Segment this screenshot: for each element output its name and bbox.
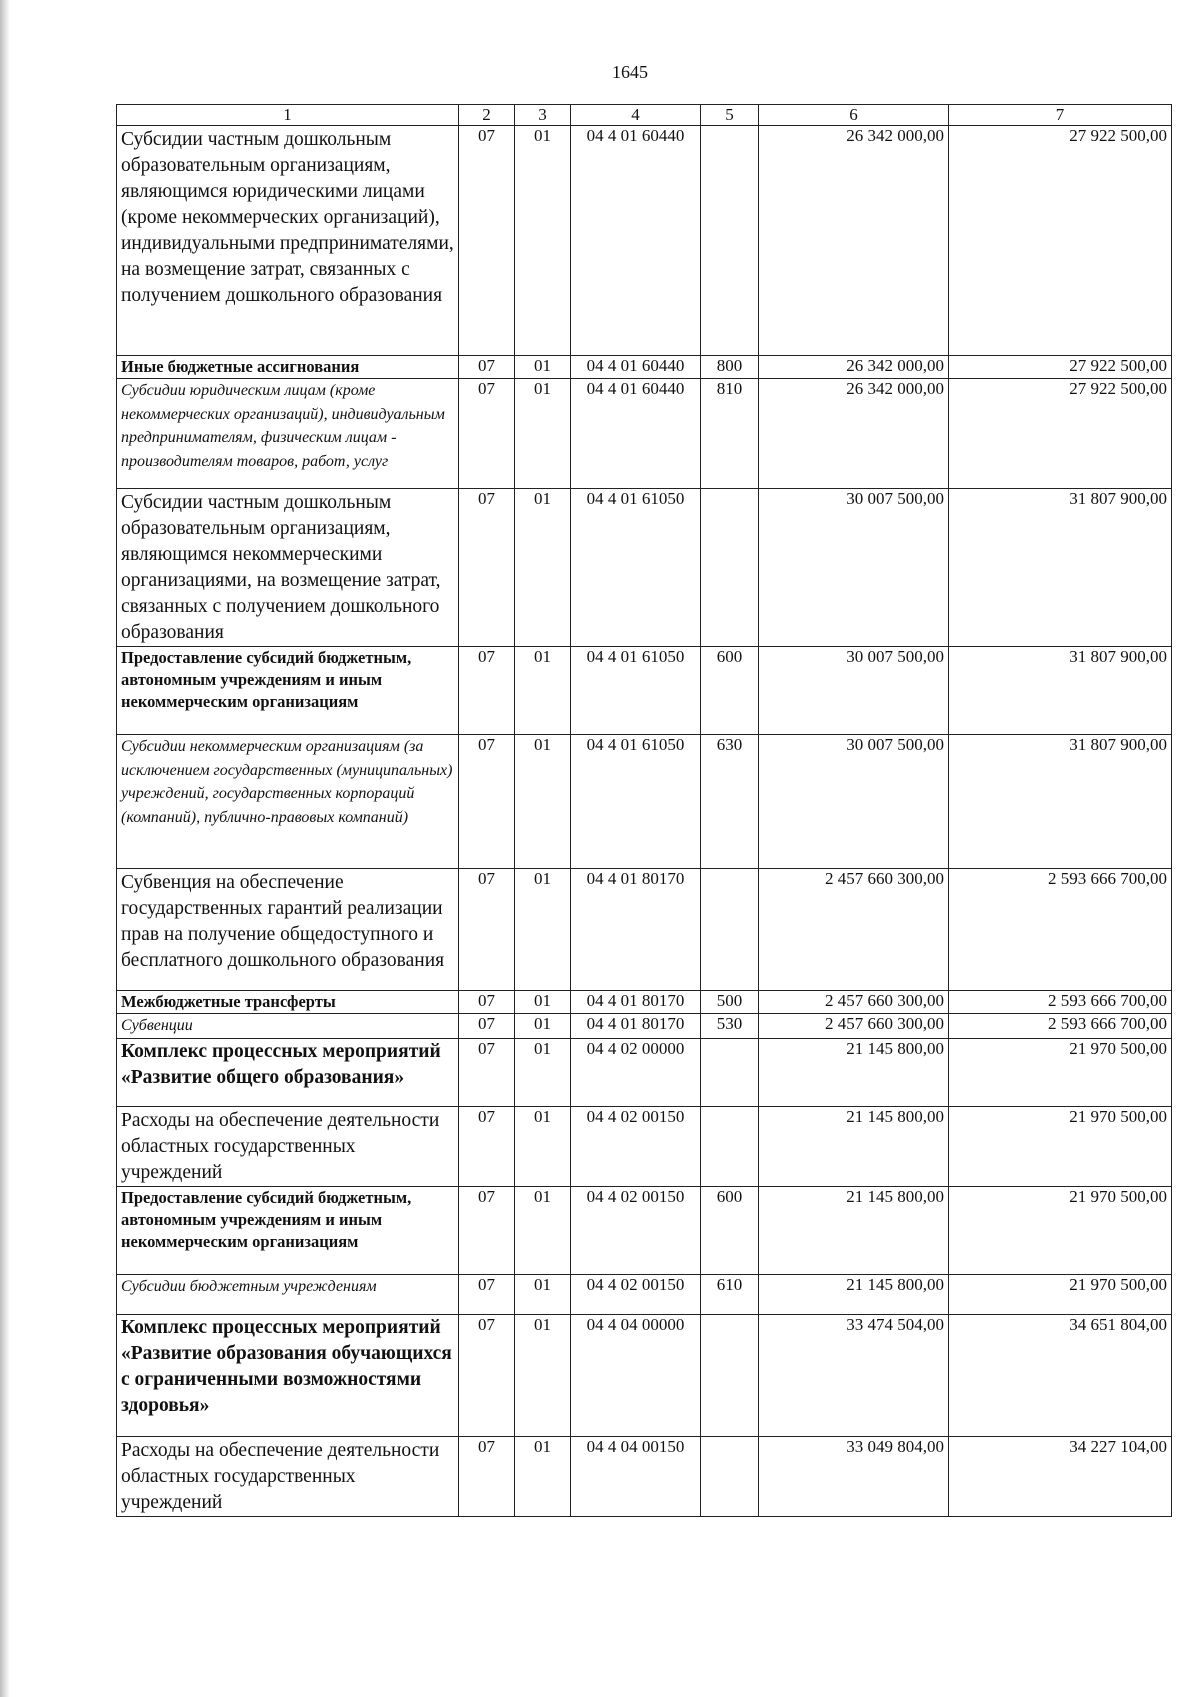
amount-year-2: 34 227 104,00 [949,1436,1172,1516]
amount-year-2: 2 593 666 700,00 [949,1014,1172,1039]
amount-year-2: 27 922 500,00 [949,379,1172,489]
amount-year-1: 2 457 660 300,00 [759,1014,949,1039]
item-name: Субвенции [117,1014,459,1039]
section-code: 07 [459,1014,515,1039]
amount-year-1: 26 342 000,00 [759,126,949,356]
subsection-code: 01 [515,1436,571,1516]
item-name: Расходы на обеспечение деятельности областных государственных учреждений [117,1106,459,1186]
table-row [117,1186,1172,1274]
table-row [117,489,1172,647]
subsection-code: 01 [515,126,571,356]
target-article-code: 04 4 01 60440 [571,356,701,379]
item-name: Субсидии частным дошкольным образовательным организациям, являющимся некоммерческими организациями, на возмещение затрат, связанных с получением дошкольного образования [117,489,459,647]
section-code: 07 [459,1436,515,1516]
subsection-code: 01 [515,1186,571,1274]
amount-year-2: 31 807 900,00 [949,489,1172,647]
target-article-code: 04 4 01 80170 [571,869,701,991]
amount-year-1: 30 007 500,00 [759,735,949,869]
amount-year-2: 31 807 900,00 [949,735,1172,869]
scan-edge [0,0,10,1697]
section-code: 07 [459,1038,515,1106]
table-row [117,647,1172,735]
item-name: Субсидии некоммерческим организациям (за исключением государственных (муниципальных) учреждений, государственных корпораций (компаний), публично-правовых компаний) [117,735,459,869]
expense-type-code [701,1038,759,1106]
target-article-code: 04 4 04 00150 [571,1436,701,1516]
header-row [117,105,1172,126]
expense-type-code: 600 [701,647,759,735]
amount-year-1: 26 342 000,00 [759,379,949,489]
subsection-code: 01 [515,356,571,379]
subsection-code: 01 [515,1106,571,1186]
budget-table [116,104,1172,1517]
amount-year-1: 21 145 800,00 [759,1106,949,1186]
section-code: 07 [459,647,515,735]
table-row [117,1014,1172,1039]
subsection-code: 01 [515,1314,571,1436]
subsection-code: 01 [515,1274,571,1314]
expense-type-code: 530 [701,1014,759,1039]
target-article-code: 04 4 01 60440 [571,379,701,489]
header-cell: 6 [759,105,949,126]
expense-type-code: 600 [701,1186,759,1274]
amount-year-2: 27 922 500,00 [949,356,1172,379]
section-code: 07 [459,869,515,991]
expense-type-code: 610 [701,1274,759,1314]
target-article-code: 04 4 04 00000 [571,1314,701,1436]
header-cell: 1 [117,105,459,126]
amount-year-1: 2 457 660 300,00 [759,869,949,991]
expense-type-code: 500 [701,991,759,1014]
target-article-code: 04 4 01 60440 [571,126,701,356]
section-code: 07 [459,1186,515,1274]
table-row [117,356,1172,379]
table-row [117,869,1172,991]
table-row [117,991,1172,1014]
target-article-code: 04 4 02 00000 [571,1038,701,1106]
target-article-code: 04 4 01 80170 [571,1014,701,1039]
target-article-code: 04 4 02 00150 [571,1106,701,1186]
table-row [117,1038,1172,1106]
amount-year-1: 30 007 500,00 [759,647,949,735]
amount-year-1: 21 145 800,00 [759,1186,949,1274]
expense-type-code [701,1314,759,1436]
amount-year-1: 2 457 660 300,00 [759,991,949,1014]
section-code: 07 [459,991,515,1014]
item-name: Субвенция на обеспечение государственных гарантий реализации прав на получение общедоступного и бесплатного дошкольного образования [117,869,459,991]
item-name: Субсидии частным дошкольным образовательным организациям, являющимся юридическими лицами (кроме некоммерческих организаций), индивидуальными предпринимателями, на возмещение затрат, связанных с получением дошкольного образования [117,126,459,356]
item-name: Расходы на обеспечение деятельности областных государственных учреждений [117,1436,459,1516]
section-code: 07 [459,735,515,869]
header-cell: 5 [701,105,759,126]
item-name: Предоставление субсидий бюджетным, автономным учреждениям и иным некоммерческим организациям [117,647,459,735]
expense-type-code [701,489,759,647]
amount-year-2: 21 970 500,00 [949,1274,1172,1314]
target-article-code: 04 4 01 61050 [571,489,701,647]
target-article-code: 04 4 02 00150 [571,1186,701,1274]
header-cell: 4 [571,105,701,126]
amount-year-2: 27 922 500,00 [949,126,1172,356]
amount-year-1: 33 049 804,00 [759,1436,949,1516]
header-cell: 2 [459,105,515,126]
target-article-code: 04 4 02 00150 [571,1274,701,1314]
table-row [117,1106,1172,1186]
table-row [117,1274,1172,1314]
expense-type-code: 800 [701,356,759,379]
subsection-code: 01 [515,869,571,991]
page-number: 1645 [612,62,648,82]
section-code: 07 [459,126,515,356]
section-code: 07 [459,489,515,647]
amount-year-1: 21 145 800,00 [759,1274,949,1314]
target-article-code: 04 4 01 61050 [571,647,701,735]
section-code: 07 [459,1106,515,1186]
target-article-code: 04 4 01 61050 [571,735,701,869]
header-cell: 7 [949,105,1172,126]
item-name: Комплекс процессных мероприятий «Развитие общего образования» [117,1038,459,1106]
expense-type-code [701,126,759,356]
header-cell: 3 [515,105,571,126]
expense-type-code: 810 [701,379,759,489]
subsection-code: 01 [515,1038,571,1106]
item-name: Предоставление субсидий бюджетным, автономным учреждениям и иным некоммерческим организациям [117,1186,459,1274]
item-name: Иные бюджетные ассигнования [117,356,459,379]
item-name: Субсидии бюджетным учреждениям [117,1274,459,1314]
subsection-code: 01 [515,647,571,735]
amount-year-2: 34 651 804,00 [949,1314,1172,1436]
subsection-code: 01 [515,735,571,869]
subsection-code: 01 [515,379,571,489]
item-name: Комплекс процессных мероприятий «Развитие образования обучающихся с ограниченными возможностями здоровья» [117,1314,459,1436]
item-name: Межбюджетные трансферты [117,991,459,1014]
table-row [117,1314,1172,1436]
amount-year-2: 2 593 666 700,00 [949,869,1172,991]
amount-year-1: 33 474 504,00 [759,1314,949,1436]
subsection-code: 01 [515,1014,571,1039]
amount-year-2: 21 970 500,00 [949,1038,1172,1106]
section-code: 07 [459,1274,515,1314]
expense-type-code [701,869,759,991]
amount-year-1: 21 145 800,00 [759,1038,949,1106]
amount-year-1: 26 342 000,00 [759,356,949,379]
item-name: Субсидии юридическим лицам (кроме некоммерческих организаций), индивидуальным предпринимателям, физическим лицам - производителям товаров, работ, услуг [117,379,459,489]
expense-type-code [701,1106,759,1186]
section-code: 07 [459,356,515,379]
section-code: 07 [459,1314,515,1436]
table-row [117,379,1172,489]
amount-year-1: 30 007 500,00 [759,489,949,647]
table-row [117,1436,1172,1516]
table-row [117,735,1172,869]
expense-type-code: 630 [701,735,759,869]
expense-type-code [701,1436,759,1516]
target-article-code: 04 4 01 80170 [571,991,701,1014]
subsection-code: 01 [515,489,571,647]
table-row [117,126,1172,356]
amount-year-2: 31 807 900,00 [949,647,1172,735]
amount-year-2: 21 970 500,00 [949,1186,1172,1274]
amount-year-2: 2 593 666 700,00 [949,991,1172,1014]
section-code: 07 [459,379,515,489]
amount-year-2: 21 970 500,00 [949,1106,1172,1186]
subsection-code: 01 [515,991,571,1014]
